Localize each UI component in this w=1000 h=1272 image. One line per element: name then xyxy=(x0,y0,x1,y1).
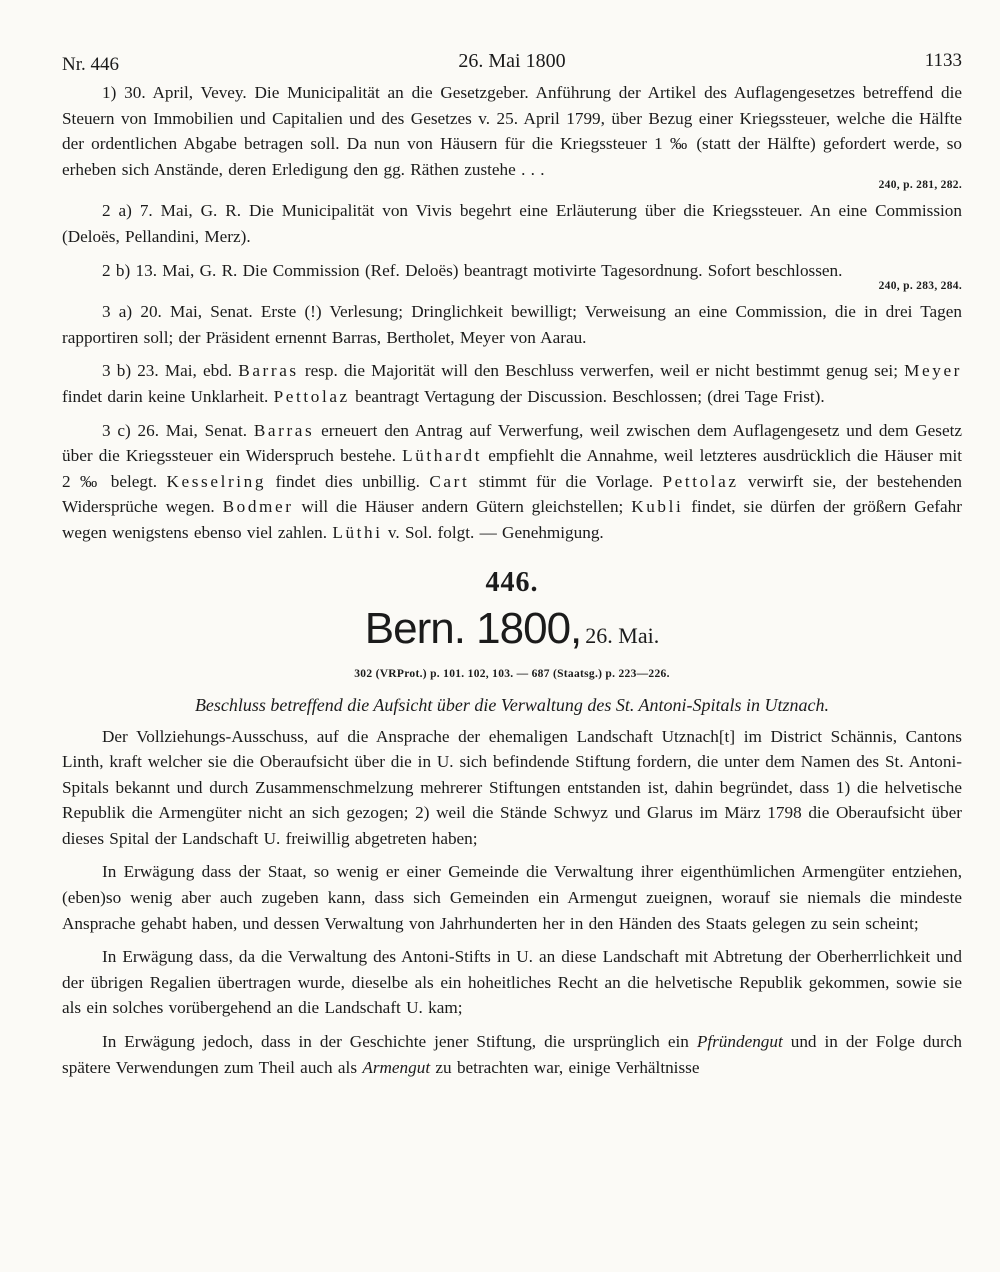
speaker-name: Pettolaz xyxy=(273,386,350,406)
body-paragraph-1: Der Vollziehungs-Ausschuss, auf die Ansprache der ehemaligen Landschaft Utznach[t] im District Schännis, Cantons Linth, kraft welcher sie die Oberaufsicht über die in U. sich befindende Stiftung fordern, die unter dem Namen des St. Antoni-Spitals bekannt und durch Zusammenschmelzung mehrerer Stiftungen entstanden ist, dahin begründet, dass 1) die helvetische Republik die Armengüter nicht an sich gezogen; 2) weil die Stände Schwyz und Glarus im März 1798 die Oberaufsicht über dieses Spital der Landschaft U. freiwillig abgetreten haben; xyxy=(62,726,962,848)
speaker-name: Meyer xyxy=(904,361,962,381)
document-subject: Beschluss betreffend die Aufsicht über die Verwaltung des St. Antoni-Spitals in Utznach. xyxy=(194,694,830,715)
document-date: 26. Mai. xyxy=(585,622,660,648)
speaker-name: Kesselring xyxy=(166,471,267,491)
entry-3c: 3 c) 26. Mai, Senat. Barras erneuert den Antrag auf Verwerfung, weil zwischen dem Auflagengesetz und dem Gesetz über die Kriegssteuer ein Widerspruch bestehe. Lüthardt empfiehlt die Annahme, weil letzteres ausdrücklich die Häuser mit 2 ‰ belegt. Kesselring findet dies unbillig. Cart stimmt für die Vorlage. Pettolaz verwirft sie, der bestehenden Widersprüche wegen. Bodmer will die Häuser andern Gütern gleichstellen; Kubli findet, sie dürfen der größern Gefahr wegen wenigstens ebenso viel zahlen. Lüthi v. Sol. folgt. — Genehmigung. xyxy=(62,420,963,542)
speaker-name: Lüthi xyxy=(332,522,383,542)
entry-3b: 3 b) 23. Mai, ebd. Barras resp. die Majorität will den Beschluss verwerfen, weil er nicht bestimmt genug sei; Meyer findet darin keine Unklarheit. Pettolaz beantragt Vertagung der Discussion. Beschlossen; (drei Tage Frist). xyxy=(62,361,962,406)
body-paragraph-3: In Erwägung dass, da die Verwaltung des Antoni-Stifts in U. an diese Landschaft mit Abtretung der Oberherrlichkeit und der übrigen Regalien übertragen wurde, dieselbe als ein hoheitliches Recht an die helvetische Republik gekommen, sowie sie als ein solches vorübergehend an die Landschaft U. kam; xyxy=(62,947,962,1018)
speaker-name: Pettolaz xyxy=(662,471,739,491)
speaker-name: Barras xyxy=(238,361,299,381)
reference-1: 240, p. 281, 282. xyxy=(878,179,962,192)
place-year: Bern. 1800, xyxy=(364,603,582,653)
document-heading-number: 446. xyxy=(485,566,539,598)
body-paragraph-4: In Erwägung jedoch, dass in der Geschichte jener Stiftung, die ursprünglich ein Pfründengut und in der Folge durch spätere Verwendungen zum Theil auch als Armengut zu betrachten war, einige Verhältnisse xyxy=(62,1032,962,1077)
reference-2b: 240, p. 283, 284. xyxy=(878,280,962,293)
emphasis: Pfründengut xyxy=(696,1032,783,1052)
header-date: 26. Mai 1800 xyxy=(458,50,566,72)
speaker-name: Lüthardt xyxy=(402,446,483,466)
speaker-name: Cart xyxy=(429,471,470,491)
page-number: 1133 xyxy=(924,50,962,71)
source-references: 302 (VRProt.) p. 101. 102, 103. — 687 (Staatsg.) p. 223—226. xyxy=(354,667,670,680)
document-heading xyxy=(62,604,962,664)
document-number: Nr. 446 xyxy=(62,54,119,75)
running-header xyxy=(62,50,962,80)
speaker-name: Barras xyxy=(253,420,315,440)
emphasis: Armengut xyxy=(362,1057,431,1077)
entry-2b: 2 b) 13. Mai, G. R. Die Commission (Ref. Deloës) beantragt motivirte Tagesordnung. Sofort beschlossen. xyxy=(102,260,843,280)
speaker-name: Kubli xyxy=(631,497,684,517)
entry-1: 1) 30. April, Vevey. Die Municipalität an die Gesetzgeber. Anführung der Artikel des Auflagengesetzes betreffend die Steuern von Immobilien und Capitalien und des Gesetzes v. 25. April 1799, über Bezug einer Kriegssteuer, welche die Hälfte der ordentlichen Abgabe betragen soll. Da nun von Häusern für die Kriegssteuer 1 ‰ (statt der Hälfte) gefordert werde, so erheben sich Anstände, deren Erledigung den gg. Räthen zustehe . . . xyxy=(62,83,962,179)
entry-2a: 2 a) 7. Mai, G. R. Die Municipalität von Vivis begehrt eine Erläuterung über die Kriegssteuer. An eine Commission (Deloës, Pellandini, Merz). xyxy=(62,201,962,246)
document-page xyxy=(62,50,962,1080)
body-paragraph-2: In Erwägung dass der Staat, so wenig er einer Gemeinde die Verwaltung ihrer eigenthümlichen Armengüter entziehen, (eben)so wenig aber auch zugeben kann, dass sich Gemeinden ein Armengut zueignen, worauf sie niemals die mindeste Ansprache gehabt haben, und dessen Verwaltung von Jahrhunderten her in den Händen des Staats gelegen zu sein scheint; xyxy=(62,862,962,933)
speaker-name: Bodmer xyxy=(222,497,294,517)
entry-3a: 3 a) 20. Mai, Senat. Erste (!) Verlesung; Dringlichkeit bewilligt; Verweisung an eine Commission, die in drei Tagen rapportiren soll; der Präsident ernennt Barras, Bertholet, Meyer von Aarau. xyxy=(62,302,962,347)
